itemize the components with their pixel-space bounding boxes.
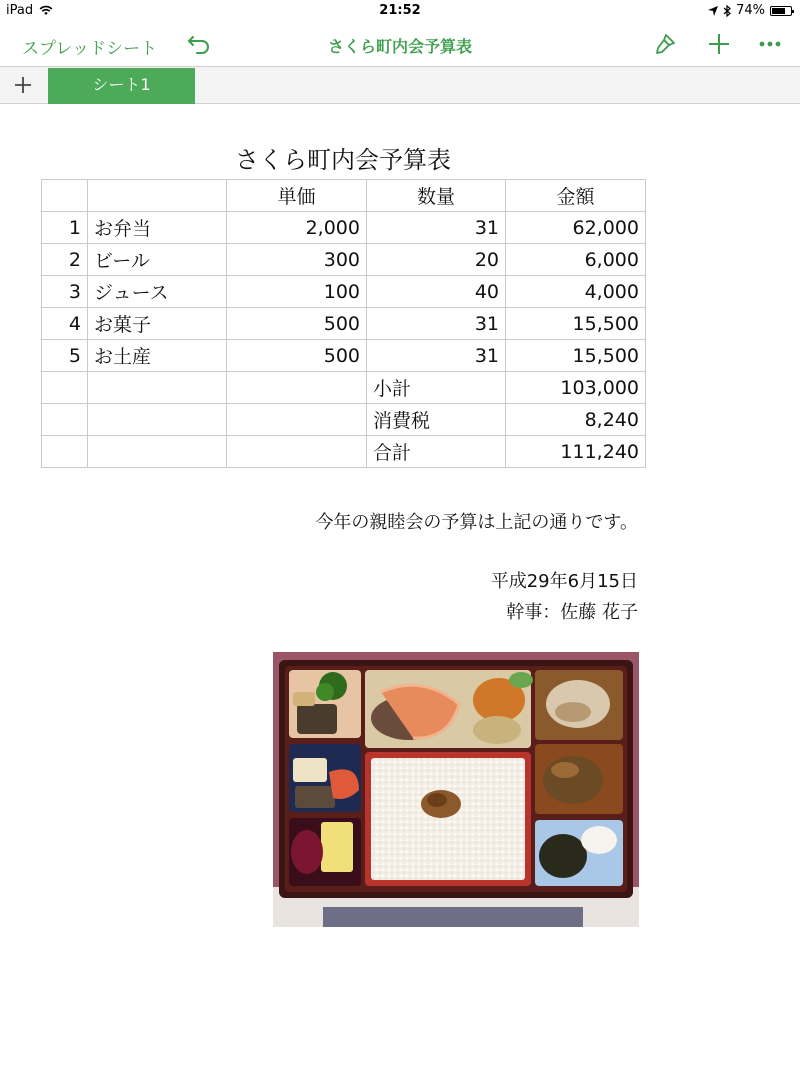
table-cell[interactable]	[227, 372, 367, 404]
table-cell[interactable]: 4	[42, 308, 88, 340]
organizer-signature: 幹事：佐藤 花子	[506, 602, 638, 623]
table-header-row	[42, 180, 646, 212]
table-cell[interactable]	[42, 404, 88, 436]
total-label[interactable]: 合計	[367, 436, 506, 468]
header-cell[interactable]: 数量	[367, 180, 506, 212]
clock: 21:52	[379, 3, 421, 18]
table-cell[interactable]	[88, 404, 227, 436]
table-cell[interactable]: 31	[367, 308, 506, 340]
table-cell[interactable]: ジュース	[88, 276, 227, 308]
device-name: iPad	[6, 3, 34, 18]
table-row	[42, 276, 646, 308]
table-cell[interactable]: お弁当	[88, 212, 227, 244]
table-cell[interactable]	[42, 436, 88, 468]
bluetooth-icon	[723, 5, 731, 17]
battery-level	[772, 8, 785, 14]
table-cell[interactable]: 15,500	[506, 308, 646, 340]
table-cell[interactable]: 100	[227, 276, 367, 308]
status-bar	[0, 0, 800, 22]
table-cell[interactable]: お土産	[88, 340, 227, 372]
table-cell[interactable]: 500	[227, 308, 367, 340]
budget-note: 今年の親睦会の予算は上記の通りです。	[315, 512, 638, 533]
header-cell[interactable]: 金額	[506, 180, 646, 212]
header-cell[interactable]: 単価	[227, 180, 367, 212]
tax-row	[42, 404, 646, 436]
total-value[interactable]: 111,240	[506, 436, 646, 468]
table-cell[interactable]: 2	[42, 244, 88, 276]
table-row	[42, 308, 646, 340]
header-cell[interactable]	[88, 180, 227, 212]
table-cell[interactable]: 300	[227, 244, 367, 276]
undo-icon[interactable]	[186, 32, 214, 56]
toolbar	[0, 22, 800, 66]
brush-icon[interactable]	[652, 31, 678, 57]
table-row	[42, 340, 646, 372]
sheet-title: さくら町内会予算表	[235, 146, 451, 174]
document-date: 平成29年6月15日	[490, 571, 638, 592]
plus-icon[interactable]	[706, 31, 732, 57]
battery-icon	[770, 6, 792, 16]
total-row	[42, 436, 646, 468]
add-sheet-icon[interactable]	[0, 67, 46, 103]
tax-value[interactable]: 8,240	[506, 404, 646, 436]
table-cell[interactable]: 15,500	[506, 340, 646, 372]
table-cell[interactable]: 4,000	[506, 276, 646, 308]
table-cell[interactable]: ビール	[88, 244, 227, 276]
bento-illustration	[273, 652, 639, 927]
table-cell[interactable]	[88, 436, 227, 468]
location-icon	[708, 6, 718, 16]
table-cell[interactable]: 2,000	[227, 212, 367, 244]
table-cell[interactable]	[42, 372, 88, 404]
table-cell[interactable]: 6,000	[506, 244, 646, 276]
bento-photo[interactable]	[273, 652, 639, 927]
table-cell[interactable]	[227, 436, 367, 468]
table-row	[42, 244, 646, 276]
subtotal-label[interactable]: 小計	[367, 372, 506, 404]
tab-sheet1[interactable]: シート1	[48, 68, 195, 104]
budget-table	[41, 179, 646, 468]
document-title: さくら町内会予算表	[327, 37, 472, 56]
battery-percent: 74%	[736, 3, 765, 18]
table-cell[interactable]	[88, 372, 227, 404]
table-cell[interactable]: 1	[42, 212, 88, 244]
table-cell[interactable]: 31	[367, 212, 506, 244]
table-row	[42, 212, 646, 244]
subtotal-row	[42, 372, 646, 404]
table-cell[interactable]: 62,000	[506, 212, 646, 244]
more-icon[interactable]	[756, 31, 784, 57]
table-cell[interactable]: 20	[367, 244, 506, 276]
tax-label[interactable]: 消費税	[367, 404, 506, 436]
table-cell[interactable]	[227, 404, 367, 436]
table-cell[interactable]: 5	[42, 340, 88, 372]
table-cell[interactable]: 3	[42, 276, 88, 308]
spreadsheets-back-button[interactable]: スプレッドシート	[22, 39, 158, 59]
subtotal-value[interactable]: 103,000	[506, 372, 646, 404]
table-cell[interactable]: 500	[227, 340, 367, 372]
table-cell[interactable]: お菓子	[88, 308, 227, 340]
sheet-tab-bar	[0, 66, 800, 104]
header-cell[interactable]	[42, 180, 88, 212]
table-cell[interactable]: 40	[367, 276, 506, 308]
table-cell[interactable]: 31	[367, 340, 506, 372]
